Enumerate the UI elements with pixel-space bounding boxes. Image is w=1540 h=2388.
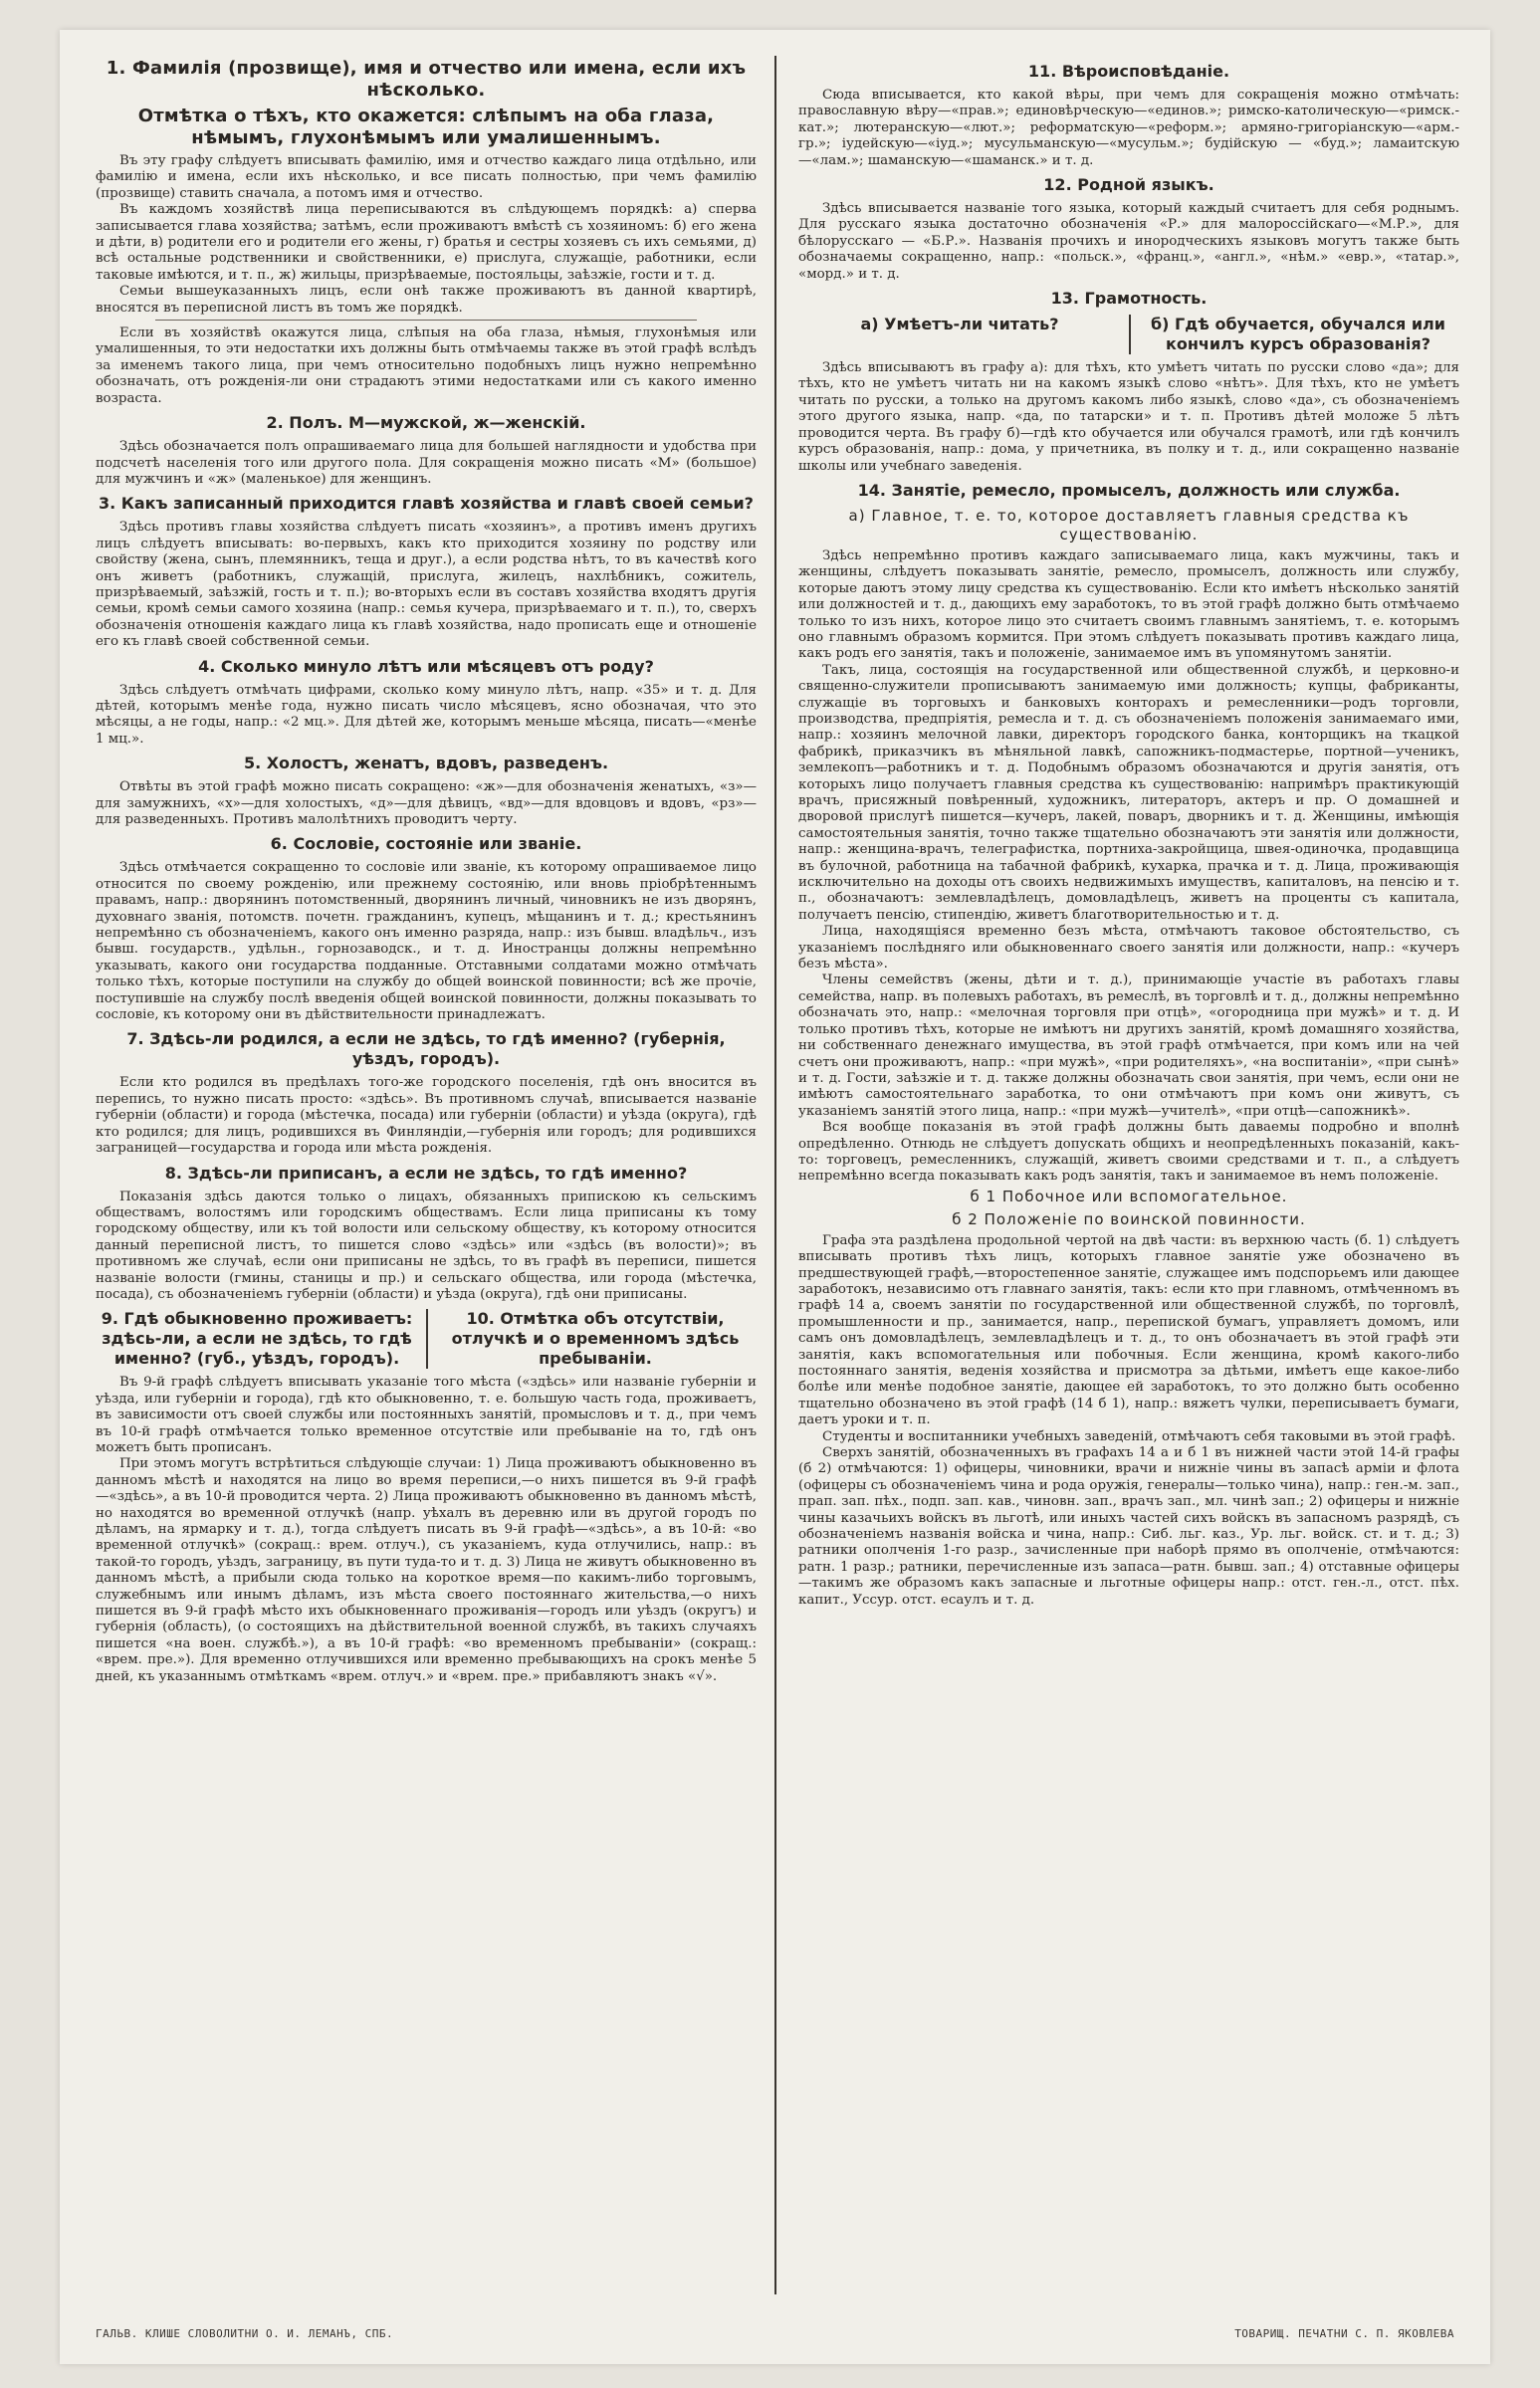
section-11 <box>798 62 1459 169</box>
section-7-paragraph: Если кто родился въ предѣлахъ того-же городского поселенія, гдѣ онъ вносится въ перепись, то нужно писать просто: «здѣсь». Въ противномъ случаѣ, вписывается названіе губерніи (области) и города (мѣстечка, посада) или губерніи (области) и уѣзда (округа), гдѣ кто родился; для лицъ, родившихся въ Финляндіи,—губернія или городъ; для родившихся заграницей—государства и города или мѣста рожденія. <box>96 1075 757 1157</box>
section-14b1-subtitle: б 1 Побочное или вспомогательное. <box>970 1187 1288 1205</box>
section-14-title: 14. Занятіе, ремесло, промыселъ, должность или служба. <box>857 480 1401 500</box>
section-1-subtitle: Отмѣтка о тѣхъ, кто окажется: слѣпымъ на оба глаза, нѣмымъ, глухонѣмымъ или умалишеннымъ. <box>137 106 715 148</box>
column-divider <box>774 56 776 2294</box>
section-11-paragraph: Сюда вписывается, кто какой вѣры, при чемъ для сокращенія можно отмѣчать: православную вѣру—«прав.»; единовѣрческую—«единов.»; римско-католическую—«римск.-кат.»; лютеранскую—«лют.»; реформатскую—«реформ.»; армяно-григоріанскую—«арм.-гр.»; іудейскую—«іуд.»; мусульманскую—«мусульм.»; будійскую — «буд.»; ламаитскую—«лам.»; шаманскую—«шаманск.» и т. д. <box>798 88 1459 168</box>
section-14 <box>798 481 1459 1609</box>
printer-credit-right: ТОВАРИЩ. ПЕЧАТНИ С. П. ЯКОВЛЕВА <box>1234 2327 1454 2340</box>
section-8-paragraph: Показанія здѣсь даются только о лицахъ, обязанныхъ припискою къ сельскимъ обществамъ, волостямъ или городскимъ обществамъ. Если лица приписаны къ тому городскому обществу, или къ той волости или сельскому обществу, къ которому относится данный переписной листъ, то пишется слово «здѣсь» или «здѣсь (въ волости)»; въ противномъ же случаѣ, если они приписаны не здѣсь, то въ графѣ въ переписи, пишется названіе волости (гмины, станицы и пр.) и сельскаго общества, или города (мѣстечка, посада), съ обозначеніемъ губерніи (области) и уѣзда (округа), гдѣ они приписаны. <box>96 1189 757 1302</box>
section-3-paragraph: Здѣсь противъ главы хозяйства слѣдуетъ писать «хозяинъ», а противъ именъ другихъ лицъ слѣдуетъ вписывать: во-первыхъ, какъ кто приходится хозяину по родству или свойству (жена, сынъ, племянникъ, теща и друг.), а если родства нѣтъ, то въ качествѣ кого онъ живетъ (работникъ, служащій, прислуга, жилецъ, нахлѣбникъ, сожитель, призрѣваемый, заѣзжій, гость и т. п.); во-вторыхъ если въ составъ хозяйства входятъ другія семьи, кромѣ семьи самого хозяина (напр.: семья кучера, призрѣваемаго и т. п.), то, сверхъ обозначенія отношенія каждаго лица къ главѣ хозяйства, надо прописать еще и отношеніе его къ главѣ своей собственной семьи. <box>96 520 757 650</box>
section-1-title: 1. Фамилія (прозвище), имя и отчество или имена, если ихъ нѣсколько. <box>106 58 747 101</box>
section-8-title: 8. Здѣсь-ли приписанъ, а если не здѣсь, то гдѣ именно? <box>164 1163 688 1183</box>
section-14a-subtitle: а) Главное, т. е. то, которое доставляетъ главныя средства къ существованію. <box>848 506 1410 543</box>
section-11-title: 11. Вѣроисповѣданіе. <box>1027 62 1230 81</box>
section-14-paragraph: Сверхъ занятій, обозначенныхъ въ графахъ 14 а и б 1 въ нижней части этой 14-й графы (б 2) отмѣчаются: 1) офицеры, чиновники, врачи и нижніе чины въ запасѣ арміи и флота (офицеры съ обозначеніемъ чина и рода оружія, генералы—только чина), напр.: ген.-м. зап., прап. зап. пѣх., подп. зап. кав., чиновн. зап., врачъ зап., мл. чинѣ зап.; 2) офицеры и нижніе чины казачьихъ войскъ въ льготѣ, или иныхъ частей сихъ войскъ въ запасномъ разрядѣ, съ обозначеніемъ названія войска и чина, напр.: Сиб. льг. каз., Ур. льг. войск. ст. и т. д.; 3) ратники ополченія 1-го разр., зачисленные при наборѣ прямо въ ополченіе, отмѣчаются: ратн. 1 разр.; ратники, перечисленные изъ запаса—ратн. бывш. зап.; 4) отставные офицеры—такимъ же образомъ какъ запасные и льготные офицеры напр.: отст. ген.-л., отст. пѣх. капит., Уссур. отст. есаулъ и т. д. <box>798 1445 1459 1608</box>
section-4 <box>96 657 757 749</box>
section-9-paragraph: Въ 9-й графѣ слѣдуетъ вписывать указаніе того мѣста («здѣсь» или названіе губерніи и уѣзда, или губерніи и города), гдѣ кто обыкновенно, т. е. большую часть года, проживаетъ, въ зависимости отъ своей службы или постоянныхъ занятій, промысловъ и т. д., при чемъ въ 10-й графѣ отмѣчается только временное отсутствіе или пребываніе на то, гдѣ онъ можетъ быть прописанъ. <box>96 1375 757 1455</box>
section-13-title: 13. Грамотность. <box>1050 289 1208 309</box>
section-6 <box>96 834 757 1023</box>
left-column <box>96 58 757 2294</box>
section-1-paragraph: Въ каждомъ хозяйствѣ лица переписываются въ слѣдующемъ порядкѣ: а) сперва записывается глава хозяйства; затѣмъ, если проживаютъ вмѣстѣ съ хозяиномъ: б) его жена и дѣти, в) родители его и родители его жены, г) братья и сестры хозяевъ съ ихъ семьями, д) всѣ остальные родственники и свойственники, е) прислуга, служащіе, работники, если таковые имѣются, и т. п., ж) жильцы, призрѣваемые, постояльцы, заѣзжіе, гости и т. д. <box>96 202 757 283</box>
section-10-title: 10. Отмѣтка объ отсутствіи, отлучкѣ и о временномъ здѣсь пребываніи. <box>426 1309 757 1369</box>
section-1 <box>96 58 757 407</box>
section-13-header <box>798 315 1459 354</box>
section-14-paragraph: Здѣсь непремѣнно противъ каждаго записываемаго лица, какъ мужчины, такъ и женщины, слѣдуетъ показывать занятіе, ремесло, промыселъ, должность или службу, которые даютъ этому лицу средства къ существованію. Если кто имѣетъ нѣсколько занятій или должностей и т. д., дающихъ ему заработокъ, то въ этой графѣ должно быть отмѣчаемо только то изъ нихъ, которое лицо это считаетъ своимъ главнымъ занятіемъ, т. е. которымъ оно главнымъ образомъ кормится. При этомъ слѣдуетъ показывать противъ каждаго лица, какъ родъ его занятія, такъ и положеніе, занимаемое имъ въ упомянутомъ занятіи. <box>798 547 1459 662</box>
section-14-paragraph: Такъ, лица, состоящія на государственной или общественной службѣ, и церковно-и священно-служители прописываютъ занимаемую ими должность; купцы, фабриканты, служащіе въ торговыхъ и банковыхъ конторахъ и ремесленники—родъ торговли, производства, предпріятія, ремесла и т. д. съ обозначеніемъ положенія занимаемаго ими, напр.: хозяинъ мелочной лавки, директоръ городского банка, конторщикъ на ткацкой фабрикѣ, приказчикъ въ мѣняльной лавкѣ, сапожникъ-подмастерье, портной—ученикъ, землекопъ—работникъ и т. д. Подобнымъ образомъ обозначаются и другія занятія, отъ которыхъ лицо получаетъ главныя средства къ существованію: напримѣръ практикующій врачъ, присяжный повѣренный, художникъ, литераторъ, актеръ и пр. О домашней и дворовой прислугѣ пишется—кучеръ, лакей, поваръ, дворникъ и т. д. Женщины, имѣющія самостоятельныя занятія, точно также тщательно обозначаютъ эти занятія или должности, напр.: женщина-врачъ, телеграфистка, портниха-закройщица, швея-одиночка, продавщица въ булочной, работница на табачной фабрикѣ, кухарка, прачка и т. д. Лица, проживающія исключительно на доходы отъ своихъ недвижимыхъ имуществъ, капиталовъ, на пенсію и т. п., обозначаютъ: землевладѣлецъ, домовладѣлецъ, живетъ на проценты съ капитала, получаетъ пенсію, стипендію, живетъ благотворительностью и т. д. <box>798 662 1459 923</box>
section-2-paragraph: Здѣсь обозначается полъ опрашиваемаго лица для большей наглядности и удобства при подсчетѣ населенія того или другого пола. Для сокращенія можно писать «М» (большое) для мужчинъ и «ж» (маленькое) для женщинъ. <box>96 439 757 487</box>
section-8 <box>96 1164 757 1304</box>
section-5-title: 5. Холостъ, женатъ, вдовъ, разведенъ. <box>243 754 609 773</box>
section-14-paragraph: Вся вообще показанія въ этой графѣ должны быть даваемы подробно и вполнѣ опредѣленно. Отнюдь не слѣдуетъ допускать общихъ и неопредѣленныхъ показаній, какъ-то: торговецъ, ремесленникъ, служащій, живетъ своими средствами и т. п., а слѣдуетъ непремѣнно всегда показывать какъ родъ занятія, такъ и занимаемое въ немъ положеніе. <box>798 1120 1459 1185</box>
right-column <box>798 58 1459 2294</box>
section-13a-title: а) Умѣетъ-ли читать? <box>860 315 1059 334</box>
section-9-title: 9. Гдѣ обыкновенно проживаетъ: здѣсь-ли, а если не здѣсь, то гдѣ именно? (губ., уѣздъ, городъ). <box>101 1309 413 1369</box>
section-14-paragraph: Студенты и воспитанники учебныхъ заведеній, отмѣчаютъ себя таковыми въ этой графѣ. <box>822 1428 1456 1444</box>
document-page <box>60 30 1490 2364</box>
section-1-paragraph: Если въ хозяйствѣ окажутся лица, слѣпыя на оба глаза, нѣмыя, глухонѣмыя или умалишенныя, то эти недостатки ихъ должны быть отмѣчаемы также въ этой графѣ вслѣдъ за именемъ такого лица, при чемъ относительно подобныхъ лицъ нужно непремѣнно обозначать, отъ рожденія-ли они страдаютъ этими недостатками или съ какого именно возраста. <box>96 326 757 406</box>
section-9-10-header <box>96 1309 757 1369</box>
section-4-title: 4. Сколько минуло лѣтъ или мѣсяцевъ отъ роду? <box>198 656 654 676</box>
section-14-paragraph: Члены семействъ (жены, дѣти и т. д.), принимающіе участіе въ работахъ главы семейства, напр. въ полевыхъ работахъ, въ ремеслѣ, въ торговлѣ и т. д., должны непремѣнно обозначать это, напр.: «мелочная торговля при отцѣ», «огородница при мужѣ» и т. д. И только противъ тѣхъ, которые не имѣютъ ни другихъ занятій, кромѣ домашняго хозяйства, ни собственнаго денежнаго имущества, въ этой графѣ отмѣчается, при комъ или на чей счетъ они проживаютъ, напр.: «при мужѣ», «при родителяхъ», «на воспитаніи», «при сынѣ» и т. д. Гости, заѣзжіе и т. д. также должны обозначать свои занятія, при чемъ, если они не имѣютъ самостоятельнаго заработка, то они отмѣчаютъ при комъ они живутъ, съ указаніемъ занятій этого лица, напр.: «при мужѣ—учителѣ», «при отцѣ—сапожникѣ». <box>798 973 1459 1119</box>
section-9-paragraph: При этомъ могутъ встрѣтиться слѣдующіе случаи: 1) Лица проживаютъ обыкновенно въ данномъ мѣстѣ и находятся на лицо во время переписи,—о нихъ пишется въ 9-й графѣ—«здѣсь», а въ 10-й проводится черта. 2) Лица проживаютъ обыкновенно въ данномъ мѣстѣ, но находятся во временной отлучкѣ (напр. уѣхалъ въ деревню или въ другой городъ по дѣламъ, на ярмарку и т. д.), тогда слѣдуетъ писать въ 9-й графѣ—«здѣсь», а въ 10-й: «во временной отлучкѣ» (сокращ.: врем. отлуч.), съ указаніемъ, куда отлучились, напр.: въ такой-то городъ, уѣздъ, заграницу, въ пути туда-то и т. д. 3) Лица не живутъ обыкновенно въ данномъ мѣстѣ, а прибыли сюда только на короткое время—по какимъ-либо торговымъ, служебнымъ или инымъ дѣламъ, изъ мѣста своего постояннаго жительства,—о нихъ пишется въ 9-й графѣ мѣсто ихъ обыкновеннаго проживанія—городъ или уѣздъ (округъ) и губернія (область), (о состоящихъ на дѣйствительной военной службѣ, въ такихъ случаяхъ пишется «на воен. службѣ.»), а въ 10-й графѣ: «во временномъ пребываніи» (сокращ.: «врем. пре.»). Для временно отлучившихся или временно пребывающихъ на срокъ менѣе 5 дней, къ указаннымъ отмѣткамъ «врем. отлуч.» и «врем. пре.» прибавляютъ знакъ «√». <box>96 1456 757 1684</box>
section-3 <box>96 494 757 650</box>
section-9-10 <box>96 1309 757 1685</box>
section-1-paragraph: Въ эту графу слѣдуетъ вписывать фамилію, имя и отчество каждаго лица отдѣльно, или фамилію и имена, если ихъ нѣсколько, и все писать полностью, при чемъ фамилію (прозвище) ставить сначала, а потомъ имя и отчество. <box>96 153 757 201</box>
section-13-paragraph: Здѣсь вписываютъ въ графу а): для тѣхъ, кто умѣетъ читать по русски слово «да»; для тѣхъ, кто не умѣетъ читать ни на какомъ языкѣ слово «нѣтъ». Для тѣхъ, кто не умѣетъ читать по русски, а только на другомъ какомъ либо языкѣ, слово «да», съ обозначеніемъ этого другого языка, напр. «да, по татарски» и т. п. Противъ дѣтей моложе 5 лѣтъ проводится черта. Въ графу б)—гдѣ кто обучается или обучался грамотѣ, или гдѣ кончилъ курсъ образованія, напр.: дома, у причетника, въ полку и т. д., или сокращенно названіе школы или учебнаго заведенія. <box>798 360 1459 474</box>
section-12-title: 12. Родной языкъ. <box>1043 175 1214 195</box>
section-13 <box>798 289 1459 475</box>
section-5 <box>96 754 757 828</box>
section-14-paragraph: Лица, находящіяся временно безъ мѣста, отмѣчаютъ таковое обстоятельство, съ указаніемъ послѣдняго или обыкновеннаго своего занятія или должности, напр.: «кучеръ безъ мѣста». <box>798 924 1459 973</box>
section-13b-title: б) Гдѣ обучается, обучался или кончилъ курсъ образованія? <box>1129 315 1459 354</box>
section-5-paragraph: Отвѣты въ этой графѣ можно писать сокращено: «ж»—для обозначенія женатыхъ, «з»—для замужнихъ, «х»—для холостыхъ, «д»—для дѣвицъ, «вд»—для вдовцовъ и вдовъ, «рз»—для разведенныхъ. Противъ малолѣтнихъ проводитъ черту. <box>96 779 757 827</box>
section-12 <box>798 175 1459 283</box>
section-4-paragraph: Здѣсь слѣдуетъ отмѣчать цифрами, сколько кому минуло лѣтъ, напр. «35» и т. д. Для дѣтей, которымъ менѣе года, нужно писать число мѣсяцевъ, ясно обозначая, что это мѣсяцы, а не годы, напр.: «2 мц.». Для дѣтей же, которымъ меньше мѣсяца, писать—«менѣе 1 мц.». <box>96 682 757 747</box>
section-2-title: 2. Полъ. М—мужской, ж—женскій. <box>266 413 586 433</box>
section-6-title: 6. Сословіе, состояніе или званіе. <box>270 834 582 854</box>
section-7-title: 7. Здѣсь-ли родился, а если не здѣсь, то гдѣ именно? (губернія, уѣздъ, городъ). <box>126 1029 726 1069</box>
section-3-title: 3. Какъ записанный приходится главѣ хозяйства и главѣ своей семьи? <box>99 494 754 514</box>
section-12-paragraph: Здѣсь вписывается названіе того языка, который каждый считаетъ для себя роднымъ. Для русскаго языка достаточно обозначенія «Р.» для малороссійскаго—«М.Р.», для бѣлорусскаго — «Б.Р.». Названія прочихъ и инородческихъ языковъ могутъ также быть обозначаемы сокращенно, напр.: «польск.», «франц.», «англ.», «нѣм.» «евр.», «татар.», «морд.» и т. д. <box>798 201 1459 282</box>
printer-credit-left: ГАЛЬВ. КЛИШЕ СЛОВОЛИТНИ О. И. ЛЕМАНЪ, СПБ. <box>96 2327 394 2340</box>
section-2 <box>96 413 757 488</box>
divider-rule <box>155 320 697 321</box>
section-1-paragraph: Семьи вышеуказанныхъ лицъ, если онѣ также проживаютъ въ данной квартирѣ, вносятся въ переписной листъ въ томъ же порядкѣ. <box>96 284 757 316</box>
section-14-paragraph: Графа эта раздѣлена продольной чертой на двѣ части: въ верхнюю часть (б. 1) слѣдуетъ вписывать противъ тѣхъ лицъ, которыхъ главное занятіе уже обозначено въ предшествующей графѣ,—второстепенное занятіе, служащее имъ подспорьемъ или дающее заработокъ, независимо отъ главнаго занятія, такъ: если кто при главномъ, отмѣченномъ въ графѣ 14 а, своемъ занятіи по государственной или общественной службѣ, по торговлѣ, промышленности и пр., занимается, напр., перепиской бумагъ, управляетъ домомъ, или самъ онъ домовладѣлецъ, землевладѣлецъ и т. д., то онъ обозначаетъ въ этой графѣ эти занятія, какъ вспомогательныя или побочныя. Если женщина, кромѣ какого-либо постояннаго занятія, веденія хозяйства и присмотра за дѣтьми, имѣетъ еще какое-либо болѣе или менѣе подобное занятіе, дающее ей заработокъ, то это должно быть особенно тщательно обозначено въ этой графѣ (14 б 1), напр.: вяжетъ чулки, переписываетъ бумаги, даетъ уроки и т. п. <box>798 1232 1459 1428</box>
section-7 <box>96 1029 757 1157</box>
section-14b2-subtitle: б 2 Положеніе по воинской повинности. <box>952 1209 1306 1228</box>
section-6-paragraph: Здѣсь отмѣчается сокращенно то сословіе или званіе, къ которому опрашиваемое лицо относится по своему рожденію, или прежнему состоянію, или вновь пріобрѣтеннымъ правамъ, напр.: дворянинъ потомственный, дворянинъ личный, чиновникъ не изъ дворянъ, духовнаго званія, потомств. почетн. гражданинъ, купецъ, мѣщанинъ и т. д.; крестьянинъ непремѣнно съ обозначеніемъ, какого онъ именно разряда, напр.: изъ бывш. владѣльч., изъ бывш. государств., удѣльн., горнозаводск., и т. д. Иностранцы должны непремѣнно указывать, какого они государства подданные. Отставными солдатами можно отмѣчать только тѣхъ, которые поступили на службу до общей воинской повинности; всѣ же прочіе, поступившіе на службу послѣ введенія общей воинской повинности, должны показывать то сословіе, къ которому они въ дѣйствительности принадлежатъ. <box>96 860 757 1023</box>
